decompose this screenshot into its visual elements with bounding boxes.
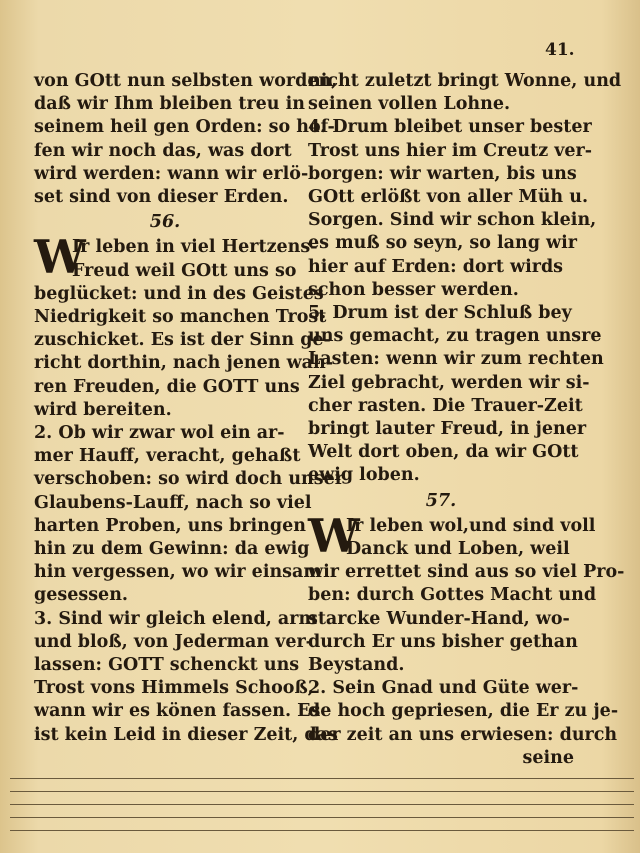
text-line: GOtt erlößt von aller Müh u.	[308, 187, 589, 208]
hymn-start	[308, 508, 596, 563]
text-line: Beystand.	[308, 655, 405, 676]
text-line: starcke Wunder-Hand, wo-	[308, 608, 570, 629]
text-line: set sind von dieser Erden.	[34, 187, 289, 208]
music-staff	[10, 778, 634, 838]
text-line: Freud weil GOtt uns so	[72, 260, 297, 281]
hymn-number: 57.	[425, 490, 457, 511]
text-line: durch Er uns bisher gethan	[308, 631, 578, 652]
text-line: Danck und Loben, weil	[346, 539, 570, 560]
text-line: cher rasten. Die Trauer-Zeit	[308, 395, 583, 416]
text-line: wird werden: wann wir erlö-	[34, 163, 309, 184]
text-line: uns gemacht, zu tragen unsre	[308, 326, 602, 347]
text-line: gesessen.	[34, 585, 129, 606]
text-line: 5. Drum ist der Schluß bey	[308, 303, 572, 324]
hymn-number: 56.	[149, 212, 181, 233]
left-bottom-text	[34, 283, 344, 747]
text-line: seinem heil gen Orden: so hof-	[34, 117, 335, 138]
text-line: harten Proben, uns bringen	[34, 515, 306, 536]
text-line: richt dorthin, nach jenen wah-	[34, 353, 333, 374]
text-line: schon besser werden.	[308, 279, 519, 300]
text-line: Sorgen. Sind wir schon klein,	[308, 210, 597, 231]
text-line: Ir leben in viel Hertzens-	[72, 237, 318, 258]
text-line: Ir leben wol,und sind voll	[346, 515, 596, 536]
staff-line	[10, 804, 634, 805]
text-line: ben: durch Gottes Macht und	[308, 585, 597, 606]
text-line: Niedrigkeit so manchen Trost	[34, 307, 327, 328]
left-column	[34, 70, 344, 747]
text-line: Trost uns hier im Creutz ver-	[308, 140, 593, 161]
left-top-text	[34, 70, 338, 209]
text-line: hin zu dem Gewinn: da ewig	[34, 539, 310, 560]
text-line: Ziel gebracht, werden wir si-	[308, 372, 590, 393]
text-line: daß wir Ihm bleiben treu in	[34, 94, 305, 115]
text-line: seinen vollen Lohne.	[308, 94, 511, 115]
text-line: hin vergessen, wo wir einsam	[34, 562, 322, 583]
text-line: Trost vons Himmels Schooß,	[34, 678, 314, 699]
right-column	[308, 70, 625, 770]
text-line: 2. Sein Gnad und Güte wer-	[308, 678, 579, 699]
drop-cap-initial: W	[308, 508, 360, 563]
text-line: Welt dort oben, da wir GOtt	[308, 442, 579, 463]
text-line: lassen: GOTT schenckt uns	[34, 655, 300, 676]
text-line: wir errettet sind aus so viel Pro-	[308, 562, 625, 583]
staff-line	[10, 778, 634, 779]
catchword: seine	[522, 747, 574, 768]
text-line: 2. Ob wir zwar wol ein ar-	[34, 423, 285, 444]
text-line: ist kein Leid in dieser Zeit, das	[34, 724, 338, 745]
text-line: nicht zuletzt bringt Wonne, und	[308, 71, 622, 91]
text-line: hier auf Erden: dort wirds	[308, 256, 564, 277]
staff-line	[10, 830, 634, 831]
text-line: Glaubens-Lauff, nach so viel	[34, 492, 312, 513]
text-line: ren Freuden, die GOTT uns	[34, 376, 300, 397]
text-line: verschoben: so wird doch unser	[34, 469, 344, 490]
page-number: 41.	[545, 40, 575, 60]
text-line: de hoch gepriesen, die Er zu je-	[308, 701, 619, 722]
drop-cap-initial: W	[34, 230, 86, 285]
staff-line	[10, 817, 634, 818]
text-line: 3. Sind wir gleich elend, arm	[34, 608, 317, 629]
text-line: fen wir noch das, was dort	[34, 140, 292, 161]
text-line: von GOtt nun selbsten worden,	[34, 71, 338, 91]
text-line: bringt lauter Freud, in jener	[308, 419, 587, 440]
text-line: wann wir es könen fassen. Es	[34, 701, 321, 722]
text-line: zuschicket. Es ist der Sinn ge-	[34, 330, 331, 351]
text-line: und bloß, von Jederman ver-	[34, 631, 313, 652]
text-line: Lasten: wenn wir zum rechten	[308, 349, 604, 370]
text-line: borgen: wir warten, bis uns	[308, 163, 577, 184]
text-line: wird bereiten.	[34, 399, 172, 420]
staff-line	[10, 791, 634, 792]
text-line: beglücket: und in des Geistes	[34, 283, 324, 304]
text-line: der zeit an uns erwiesen: durch	[308, 724, 618, 745]
text-line: 4. Drum bleibet unser bester	[308, 117, 592, 138]
text-line: es muß so seyn, so lang wir	[308, 233, 577, 254]
right-bottom-text	[308, 561, 625, 747]
hymn-start	[34, 230, 318, 285]
text-line: ewig loben.	[308, 465, 420, 486]
text-line: mer Hauff, veracht, gehaßt	[34, 446, 301, 467]
right-top-text	[308, 70, 622, 488]
